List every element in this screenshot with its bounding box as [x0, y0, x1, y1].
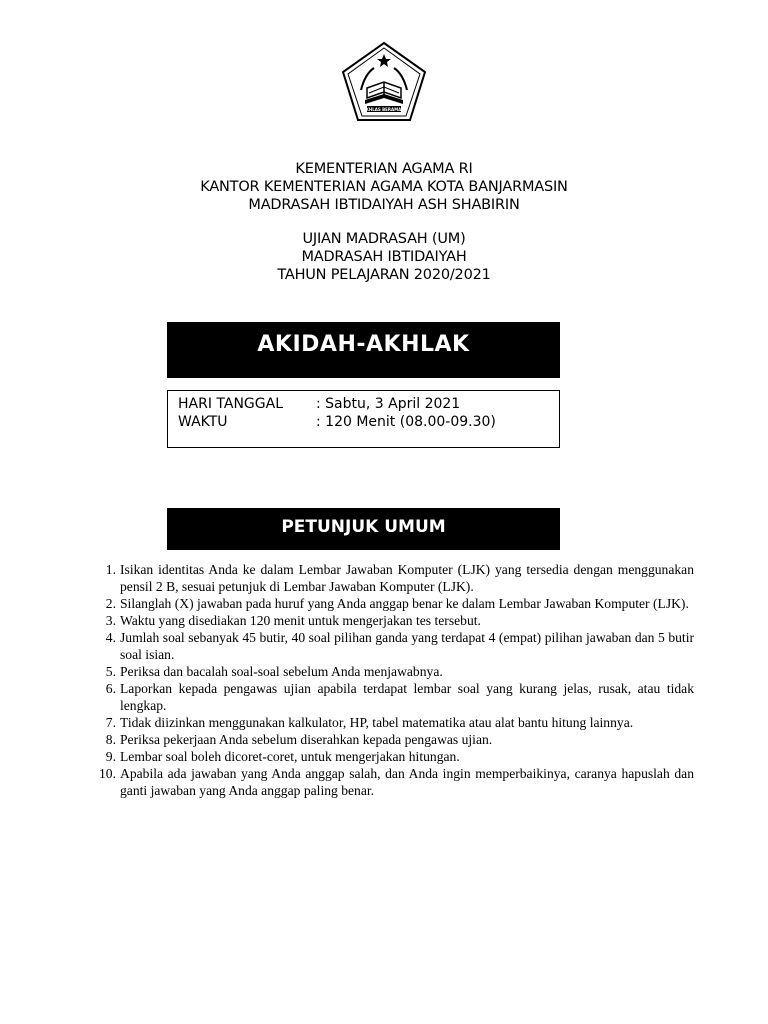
instruction-number: 1. — [105, 562, 116, 577]
instruction-number: 6. — [105, 681, 116, 696]
date-value: : Sabtu, 3 April 2021 — [316, 396, 461, 412]
instruction-number: 2. — [105, 596, 116, 611]
instruction-text: Silanglah (X) jawaban pada huruf yang Anda anggap benar ke dalam Lembar Jawaban Komputer (LJK). — [120, 596, 689, 611]
header-line-ministry: KEMENTERIAN AGAMA RI — [295, 161, 473, 177]
instruction-text: Periksa pekerjaan Anda sebelum diserahkan kepada pengawas ujian. — [120, 732, 493, 747]
instruction-item — [74, 731, 694, 748]
instructions-title: PETUNJUK UMUM — [167, 508, 560, 550]
instruction-text: Waktu yang disediakan 120 menit untuk mengerjakan tes tersebut. — [120, 613, 481, 628]
instruction-item — [74, 612, 694, 629]
subject-title: AKIDAH-AKHLAK — [167, 322, 560, 378]
ministry-logo — [339, 40, 429, 124]
instruction-item — [74, 595, 694, 612]
instruction-number: 9. — [105, 749, 116, 764]
instruction-text: Periksa dan bacalah soal-soal sebelum Anda menjawabnya. — [120, 664, 443, 679]
instruction-text: Apabila ada jawaban yang Anda anggap salah, dan Anda ingin memperbaikinya, caranya hapuslah dan ganti jawaban yang Anda anggap paling benar. — [120, 766, 694, 798]
exam-line-name: UJIAN MADRASAH (UM) — [302, 231, 466, 247]
instruction-text: Isikan identitas Anda ke dalam Lembar Jawaban Komputer (LJK) yang tersedia dengan menggunakan pensil 2 B, sesuai petunjuk di Lembar Jawaban Komputer (LJK). — [120, 562, 694, 594]
instructions-list — [74, 561, 694, 799]
exam-info-box — [167, 390, 560, 448]
instruction-item — [74, 748, 694, 765]
exam-line-year: TAHUN PELAJARAN 2020/2021 — [277, 267, 491, 283]
instruction-number: 8. — [105, 732, 116, 747]
time-value: : 120 Menit (08.00-09.30) — [316, 414, 496, 430]
header-line-school: MADRASAH IBTIDAIYAH ASH SHABIRIN — [248, 197, 520, 213]
instruction-number: 5. — [105, 664, 116, 679]
instruction-number: 7. — [105, 715, 116, 730]
instruction-item — [74, 561, 694, 595]
institution-header — [0, 160, 768, 214]
instruction-item — [74, 663, 694, 680]
date-label: HARI TANGGAL — [178, 396, 283, 412]
instruction-text: Jumlah soal sebanyak 45 butir, 40 soal pilihan ganda yang terdapat 4 (empat) pilihan jawaban dan 5 butir soal isian. — [120, 630, 694, 662]
instruction-number: 4. — [105, 630, 116, 645]
time-label: WAKTU — [178, 414, 228, 430]
exam-header — [0, 230, 768, 284]
svg-text:IKHLAS BERAMAL: IKHLAS BERAMAL — [364, 107, 404, 112]
exam-line-level: MADRASAH IBTIDAIYAH — [301, 249, 467, 265]
instruction-item — [74, 629, 694, 663]
instruction-item — [74, 765, 694, 799]
instruction-text: Tidak diizinkan menggunakan kalkulator, HP, tabel matematika atau alat bantu hitung lainnya. — [120, 715, 634, 730]
header-line-office: KANTOR KEMENTERIAN AGAMA KOTA BANJARMASIN — [200, 179, 568, 195]
instruction-number: 3. — [105, 613, 116, 628]
instruction-text: Laporkan kepada pengawas ujian apabila terdapat lembar soal yang kurang jelas, rusak, atau tidak lengkap. — [120, 681, 694, 713]
instruction-number: 10. — [99, 766, 116, 781]
instruction-item — [74, 714, 694, 731]
instruction-text: Lembar soal boleh dicoret-coret, untuk mengerjakan hitungan. — [120, 749, 460, 764]
instruction-item — [74, 680, 694, 714]
